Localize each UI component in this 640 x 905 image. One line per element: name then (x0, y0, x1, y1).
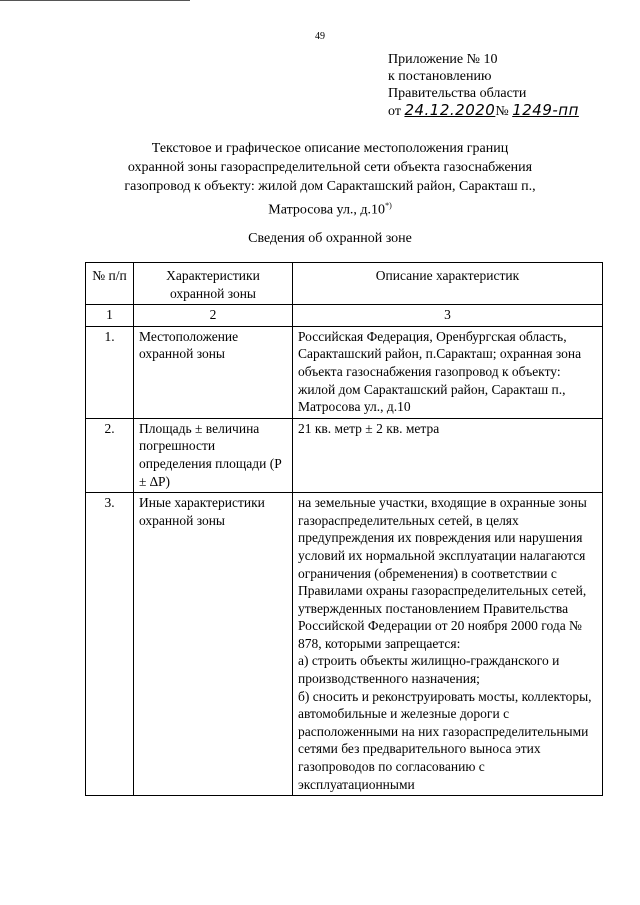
row-description (293, 493, 603, 796)
title-line-2: охранной зоны газораспределительной сети объекта газоснабжения (127, 160, 533, 175)
column-number-3: 3 (293, 305, 603, 327)
column-number-1: 1 (86, 305, 134, 327)
row-characteristic: Местоположение охранной зоны (134, 326, 293, 418)
appendix-line-1: Приложение № 10 (388, 52, 498, 67)
description-item-b: б) сносить и реконструировать мосты, коллекторы, автомобильные и железные дороги с расположенными на них газораспределительными сетями без предварительного выноса этих газопроводов по согласованию с эксплуатационными (298, 688, 592, 792)
appendix-number-mark: № (495, 104, 513, 119)
title-line-1: Текстовое и графическое описание местоположения границ (151, 141, 509, 156)
appendix-block (388, 51, 579, 120)
title-line-4-text: Матросова ул., д.10 (268, 202, 386, 218)
header-description: Описание характеристик (293, 263, 603, 305)
row-number: 1. (86, 326, 134, 418)
table-row (86, 418, 603, 492)
description-item-a: а) строить объекты жилищно-гражданского и производственного назначения; (298, 653, 560, 687)
table-header-row (86, 263, 603, 305)
appendix-line-4 (388, 102, 579, 120)
title-line-3: газопровод к объекту: жилой дом Саракташский район, Саракташ п., (124, 179, 536, 194)
document-title (60, 139, 600, 220)
table-column-numbers-row (86, 305, 603, 327)
row-characteristic: Площадь ± величина погрешности определения площади (Р ± ∆Р) (134, 418, 293, 492)
row-description: Российская Федерация, Оренбургская область, Саракташский район, п.Саракташ; охранная зона объекта газоснабжения газопровод к объекту: жилой дом Саракташский район, Саракташ п., Матросова ул., д.10 (293, 326, 603, 418)
header-number: № п/п (86, 263, 134, 305)
row-characteristic: Иные характеристики охранной зоны (134, 493, 293, 796)
table-row (86, 493, 603, 796)
appendix-line-2: к постановлению (388, 69, 492, 84)
protection-zone-table (85, 262, 603, 796)
appendix-date-prefix: от (388, 104, 405, 119)
section-subtitle: Сведения об охранной зоне (248, 231, 412, 246)
table-row (86, 326, 603, 418)
row-number: 3. (86, 493, 134, 796)
column-number-2: 2 (134, 305, 293, 327)
appendix-line-3: Правительства области (388, 86, 527, 101)
top-rule (0, 0, 190, 1)
appendix-date: 24.12.2020 (404, 101, 496, 119)
header-characteristics: Характеристики охранной зоны (134, 263, 293, 305)
row-description: 21 кв. метр ± 2 кв. метра (293, 418, 603, 492)
title-line-4 (60, 196, 600, 220)
description-paragraph: на земельные участки, входящие в охранные зоны газораспределительных сетей, в целях предупреждения их повреждения или нарушения условий их нормальной эксплуатации налагаются ограничения (обременения) в соответствии с Правилами охраны газораспределительных сетей, утвержденных постановлением Правительства Российской Федерации от 20 ноября 2000 года № 878, которыми запрещается: (298, 495, 587, 651)
appendix-number: 1249-пп (512, 101, 579, 119)
page-number: 49 (315, 31, 325, 42)
row-number: 2. (86, 418, 134, 492)
footnote-mark: *) (385, 201, 392, 210)
